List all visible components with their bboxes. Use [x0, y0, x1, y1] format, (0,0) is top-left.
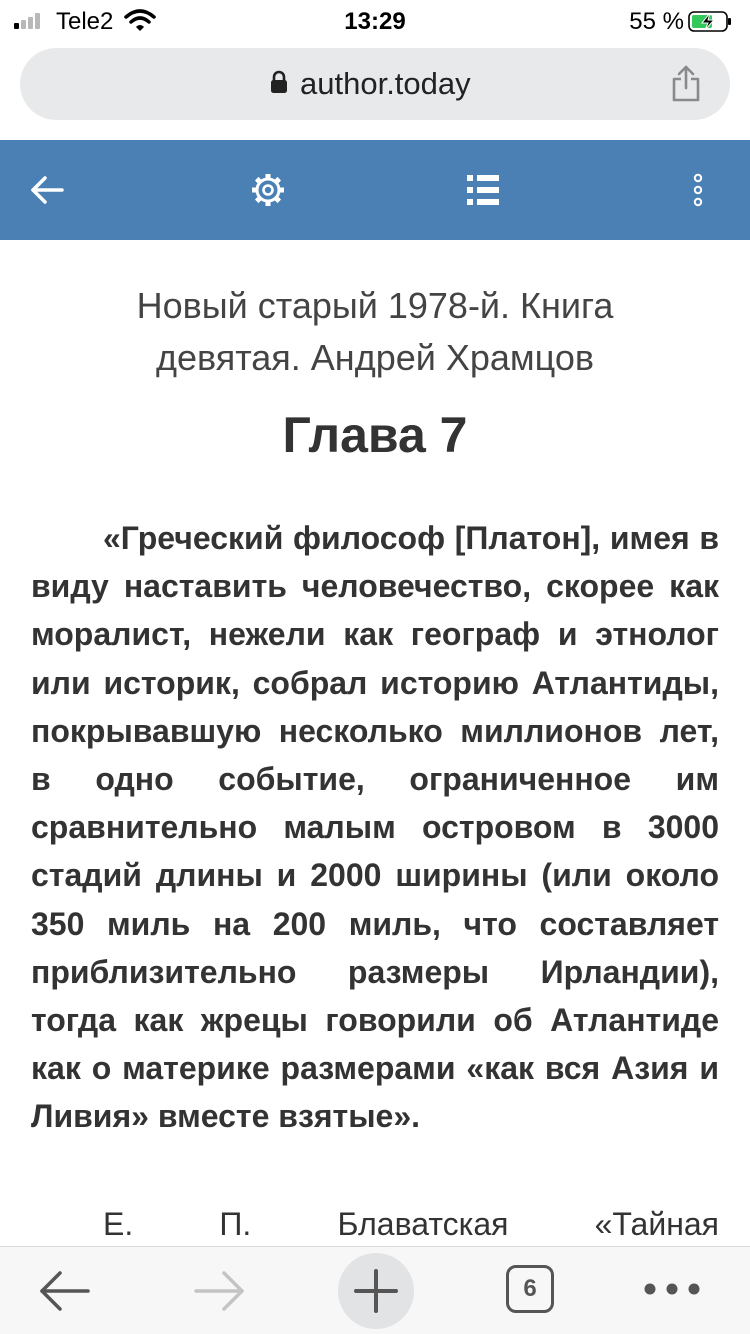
tabs-icon[interactable]: 6: [506, 1265, 554, 1313]
battery-charging-icon: [688, 11, 732, 32]
browser-bottom-bar: [0, 1246, 750, 1334]
more-horizontal-icon[interactable]: [642, 1281, 702, 1297]
share-icon[interactable]: [670, 64, 702, 102]
battery-percentage: 55 %: [629, 8, 684, 35]
chapter-title: Глава 7: [282, 407, 468, 463]
status-bar: [0, 0, 750, 42]
list-icon[interactable]: [463, 170, 503, 210]
url-text[interactable]: author.today: [300, 66, 471, 101]
carrier-name: Tele2: [56, 8, 114, 35]
lock-icon: [270, 70, 288, 94]
reader-toolbar: [0, 140, 750, 240]
back-icon[interactable]: [38, 1267, 92, 1315]
chapter-paragraph: «Греческий философ [Платон], имея в виду наставить человечество, скорее как моралист, нежели как географ и этнолог или историк, собрал историю Атлантиды, покрывавшую несколько миллионов лет, в одно событие, ограниченное им сравнительно малым островом в 3000 стадий длины и 2000 ширины (или около 350 миль на 200 миль, что составляет приблизительно размеры Ирландии), тогда как жрецы говорили об Атлантиде как о материке размерами «как вся Азия и Ливия» вместе взятые».: [31, 520, 719, 1135]
book-title: Новый старый 1978-й. Книга девятая. Андрей Храмцов: [136, 285, 614, 378]
clock: 13:29: [344, 8, 406, 35]
forward-icon[interactable]: [192, 1267, 246, 1315]
back-arrow-icon[interactable]: [27, 170, 67, 210]
quote-source: Е. П. Блаватская «Тайная: [103, 1206, 719, 1242]
more-vertical-icon[interactable]: [678, 170, 718, 210]
gear-icon[interactable]: [248, 170, 288, 210]
address-bar[interactable]: [20, 48, 730, 120]
new-tab-button[interactable]: [338, 1253, 414, 1329]
plus-icon: [338, 1253, 414, 1329]
reader-content[interactable]: [0, 240, 750, 1246]
